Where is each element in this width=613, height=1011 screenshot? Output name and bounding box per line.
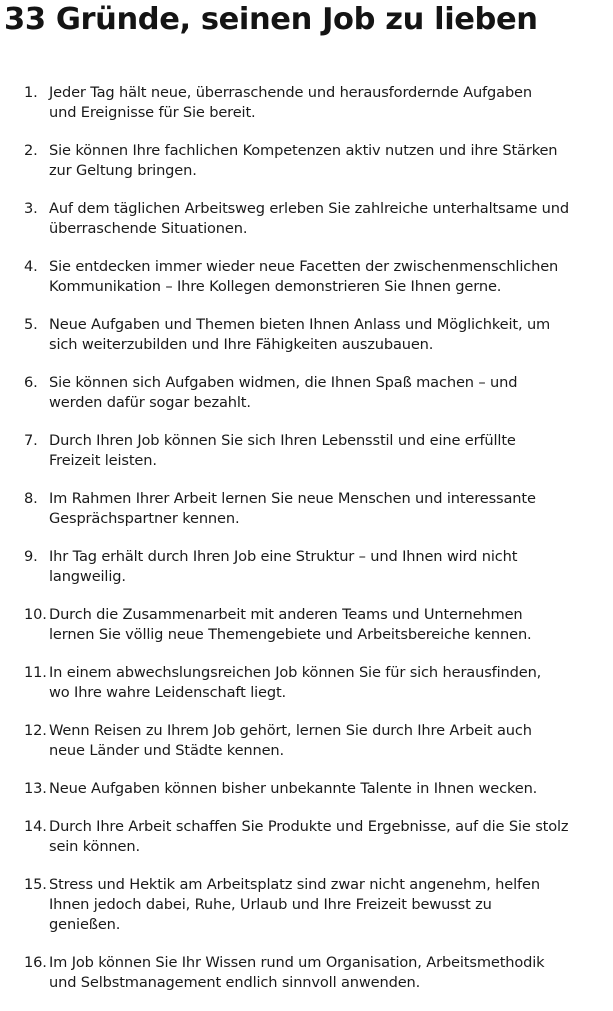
list-item-number: 11. [24, 664, 47, 681]
list-item [24, 141, 612, 181]
list-item-number: 7. [24, 432, 38, 449]
reasons-list [24, 83, 612, 1011]
list-item [24, 83, 612, 123]
list-item-text: Wenn Reisen zu Ihrem Job gehört, lernen Sie durch Ihre Arbeit auch neue Länder und Städte kennen. [49, 722, 532, 759]
list-item-text: Sie entdecken immer wieder neue Facetten der zwischenmenschlichen Kommunikation – Ihre Kollegen demonstrieren Sie Ihnen gerne. [49, 258, 559, 295]
list-item-number: 9. [24, 548, 38, 565]
list-item-text: Stress und Hektik am Arbeitsplatz sind zwar nicht angenehm, helfen Ihnen jedoch dabei, Ruhe, Urlaub und Ihre Freizeit bewusst zu genießen. [49, 876, 540, 933]
list-item [24, 817, 612, 857]
list-item-text: Neue Aufgaben können bisher unbekannte Talente in Ihnen wecken. [49, 780, 538, 797]
list-item [24, 663, 612, 703]
list-item [24, 875, 612, 935]
page-title: 33 Gründe, seinen Job zu lieben [4, 2, 538, 37]
list-item-number: 8. [24, 490, 38, 507]
list-item-number: 3. [24, 200, 38, 217]
list-item-text: In einem abwechslungsreichen Job können Sie für sich herausfinden, wo Ihre wahre Leidenschaft liegt. [49, 664, 542, 701]
list-item-text: Durch Ihre Arbeit schaffen Sie Produkte und Ergebnisse, auf die Sie stolz sein können. [49, 818, 569, 855]
list-item [24, 489, 612, 529]
list-item-number: 10. [24, 606, 47, 623]
list-item-number: 5. [24, 316, 38, 333]
list-item-text: Durch die Zusammenarbeit mit anderen Teams und Unternehmen lernen Sie völlig neue Themengebiete und Arbeitsbereiche kennen. [49, 606, 532, 643]
list-item-number: 13. [24, 780, 47, 797]
list-item [24, 779, 612, 799]
list-item-text: Jeder Tag hält neue, überraschende und herausfordernde Aufgaben und Ereignisse für Sie bereit. [49, 84, 532, 121]
list-item-text: Neue Aufgaben und Themen bieten Ihnen Anlass und Möglichkeit, um sich weiterzubilden und Ihre Fähigkeiten auszubauen. [49, 316, 551, 353]
list-item-number: 15. [24, 876, 47, 893]
list-item [24, 721, 612, 761]
list-item-number: 12. [24, 722, 47, 739]
list-item-text: Im Job können Sie Ihr Wissen rund um Organisation, Arbeitsmethodik und Selbstmanagement endlich sinnvoll anwenden. [49, 954, 545, 991]
list-item [24, 315, 612, 355]
list-item-text: Sie können sich Aufgaben widmen, die Ihnen Spaß machen – und werden dafür sogar bezahlt. [49, 374, 518, 411]
list-item [24, 547, 612, 587]
list-item-text: Auf dem täglichen Arbeitsweg erleben Sie zahlreiche unterhaltsame und überraschende Situationen. [49, 200, 569, 237]
list-item-number: 16. [24, 954, 47, 971]
list-item [24, 431, 612, 471]
list-item-number: 14. [24, 818, 47, 835]
list-item [24, 257, 612, 297]
list-item [24, 953, 612, 993]
list-item-text: Durch Ihren Job können Sie sich Ihren Lebensstil und eine erfüllte Freizeit leisten. [49, 432, 516, 469]
list-item-text: Ihr Tag erhält durch Ihren Job eine Struktur – und Ihnen wird nicht langweilig. [49, 548, 518, 585]
list-item-text: Sie können Ihre fachlichen Kompetenzen aktiv nutzen und ihre Stärken zur Geltung bringen. [49, 142, 558, 179]
list-item-text: Im Rahmen Ihrer Arbeit lernen Sie neue Menschen und interessante Gesprächspartner kennen. [49, 490, 536, 527]
list-item [24, 605, 612, 645]
list-item-number: 4. [24, 258, 38, 275]
list-item [24, 373, 612, 413]
list-item-number: 6. [24, 374, 38, 391]
list-item-number: 1. [24, 84, 38, 101]
list-item-number: 2. [24, 142, 38, 159]
list-item [24, 199, 612, 239]
